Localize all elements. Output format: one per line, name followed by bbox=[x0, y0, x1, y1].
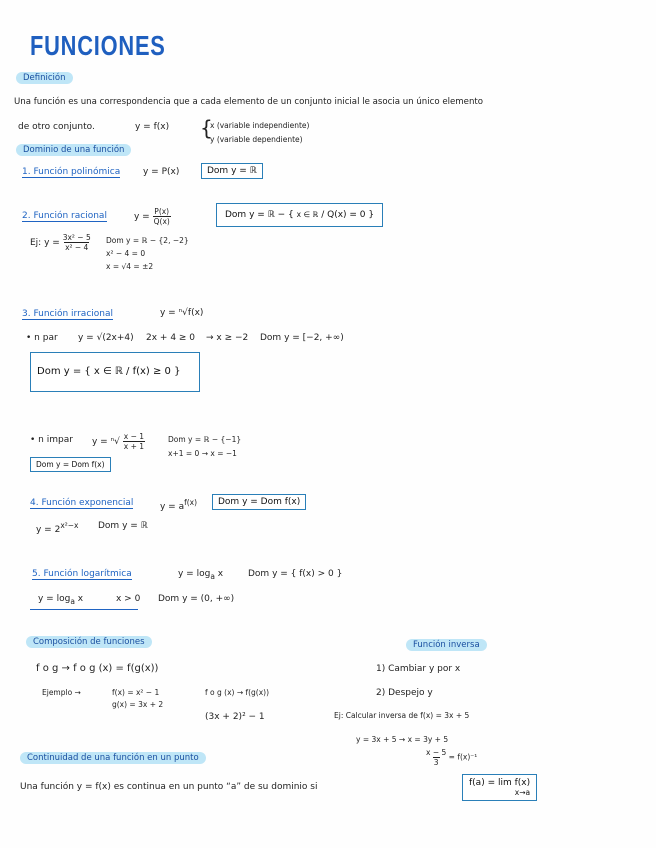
f5-ej-sub: a bbox=[70, 596, 75, 606]
continuidad-text: Una función y = f(x) es continua en un punto “a” de su dominio si bbox=[20, 782, 318, 792]
f2-ej-step2: x = √4 = ±2 bbox=[106, 262, 154, 271]
f2-ej-num: 3x² − 5 bbox=[62, 233, 91, 242]
f3-par-dom: Dom y = [−2, +∞) bbox=[260, 333, 344, 343]
f3-box: Dom y = { x ∈ ℝ / f(x) ≥ 0 } bbox=[30, 352, 200, 392]
f2-box-set: x ∈ ℝ bbox=[296, 210, 319, 219]
definicion-formula: y = f(x) bbox=[135, 122, 170, 132]
definicion-brace: { bbox=[200, 116, 213, 140]
inversa-step1: 1) Cambiar y por x bbox=[376, 664, 461, 674]
f5-title: 5. Función logarítmica bbox=[32, 569, 132, 579]
f3-par-ex: y = √(2x+4) bbox=[78, 333, 134, 343]
f2-ej-den: x² − 4 bbox=[65, 243, 89, 252]
f3-impar-num: x − 1 bbox=[123, 432, 145, 441]
f3-impar: • n impar bbox=[30, 435, 73, 445]
f5-ej-cond: x > 0 bbox=[116, 594, 141, 604]
f5-ej-log: y = log bbox=[38, 594, 71, 604]
f1-title: 1. Función polinómica bbox=[22, 167, 121, 177]
continuidad-box-sub: x→a bbox=[514, 788, 531, 797]
continuidad-box-formula: f(a) = lim f(x) bbox=[469, 778, 531, 788]
composicion-label: Composición de funciones bbox=[26, 636, 152, 648]
continuidad-label: Continuidad de una función en un punto bbox=[20, 752, 206, 764]
f3-impar-den: x + 1 bbox=[123, 442, 145, 451]
f1-box: Dom y = ℝ bbox=[201, 163, 263, 179]
f2-den: Q(x) bbox=[153, 217, 170, 226]
f2-box bbox=[216, 203, 383, 227]
f3-par: • n par bbox=[26, 333, 58, 343]
f2-formula bbox=[134, 207, 171, 226]
definicion-label: Definición bbox=[16, 72, 73, 84]
f3-box2: Dom y = Dom f(x) bbox=[30, 457, 111, 472]
inversa-res: = f(x)⁻¹ bbox=[448, 752, 478, 762]
f4-ej-dom: Dom y = ℝ bbox=[98, 521, 148, 531]
f2-title: 2. Función racional bbox=[22, 211, 107, 221]
f5-x: x bbox=[217, 569, 224, 579]
f4-box: Dom y = Dom f(x) bbox=[212, 494, 306, 510]
definicion-var-y: y (variable dependiente) bbox=[210, 135, 303, 144]
definicion-line1: Una función es una correspondencia que a cada elemento de un conjunto inicial le asocia un único elemento bbox=[14, 97, 484, 107]
f4-ej-base: y = 2 bbox=[36, 525, 61, 535]
inversa-result bbox=[426, 748, 477, 767]
f1-formula: y = P(x) bbox=[143, 167, 180, 177]
f3-par-step: 2x + 4 ≥ 0 bbox=[146, 333, 196, 343]
f2-ej-label: Ej: y = bbox=[30, 238, 60, 248]
page-title: FUNCIONES bbox=[30, 30, 166, 61]
f3-formula: y = ⁿ√f(x) bbox=[160, 308, 204, 318]
f2-formula-lhs: y = bbox=[134, 212, 150, 222]
inversa-label: Función inversa bbox=[406, 639, 487, 651]
f5-formula bbox=[178, 569, 223, 581]
f3-par-arrow: → x ≥ −2 bbox=[206, 333, 249, 343]
composicion-gx: g(x) = 3x + 2 bbox=[112, 700, 164, 709]
f2-ej bbox=[30, 233, 91, 252]
f2-num: P(x) bbox=[154, 207, 170, 216]
inversa-step2: 2) Despejo y bbox=[376, 688, 433, 698]
f5-ej-x: x bbox=[77, 594, 84, 604]
f5-ej-dom: Dom y = (0, +∞) bbox=[158, 594, 235, 604]
definicion-var-x: x (variable independiente) bbox=[210, 121, 310, 130]
dominio-label: Dominio de una función bbox=[16, 144, 131, 156]
f2-box-pre: Dom y = ℝ − { bbox=[225, 210, 294, 220]
f3-title: 3. Función irracional bbox=[22, 309, 113, 319]
inversa-ej: Ej: Calcular inversa de f(x) = 3x + 5 bbox=[334, 711, 470, 720]
f3-impar-step: x+1 = 0 → x = −1 bbox=[168, 449, 237, 458]
f3-impar-root: y = ⁿ√ bbox=[92, 437, 120, 447]
f5-sub: a bbox=[210, 571, 215, 581]
composicion-res: (3x + 2)² − 1 bbox=[205, 712, 265, 722]
definicion-line2: de otro conjunto. bbox=[18, 122, 95, 132]
f4-exp: f(x) bbox=[184, 498, 198, 507]
inversa-num: x − 5 bbox=[426, 748, 447, 757]
inversa-line1: y = 3x + 5 → x = 3y + 5 bbox=[356, 735, 449, 744]
f5-ej bbox=[38, 594, 83, 606]
composicion-fx: f(x) = x² − 1 bbox=[112, 688, 160, 697]
f3-impar-dom: Dom y = ℝ − {−1} bbox=[168, 435, 242, 444]
f5-log: y = log bbox=[178, 569, 211, 579]
composicion-fog: f o g (x) → f(g(x)) bbox=[205, 688, 270, 697]
f5-divider bbox=[30, 609, 138, 610]
f4-title: 4. Función exponencial bbox=[30, 498, 134, 508]
f4-ej bbox=[36, 521, 79, 535]
f2-ej-dom: Dom y = ℝ − {2, −2} bbox=[106, 236, 189, 245]
composicion-ej-label: Ejemplo → bbox=[42, 688, 81, 697]
inversa-den: 3 bbox=[433, 758, 439, 767]
f4-ej-exp: x²−x bbox=[60, 521, 79, 530]
f5-dom: Dom y = { f(x) > 0 } bbox=[248, 569, 343, 579]
composicion-line: f o g → f o g (x) = f(g(x)) bbox=[36, 663, 159, 674]
f4-formula-base: y = a bbox=[160, 502, 185, 512]
f4-formula bbox=[160, 498, 197, 512]
f3-impar-ex bbox=[92, 432, 145, 451]
continuidad-box bbox=[462, 774, 537, 801]
f2-box-rest: / Q(x) = 0 } bbox=[321, 210, 375, 220]
f2-ej-step1: x² − 4 = 0 bbox=[106, 249, 146, 258]
